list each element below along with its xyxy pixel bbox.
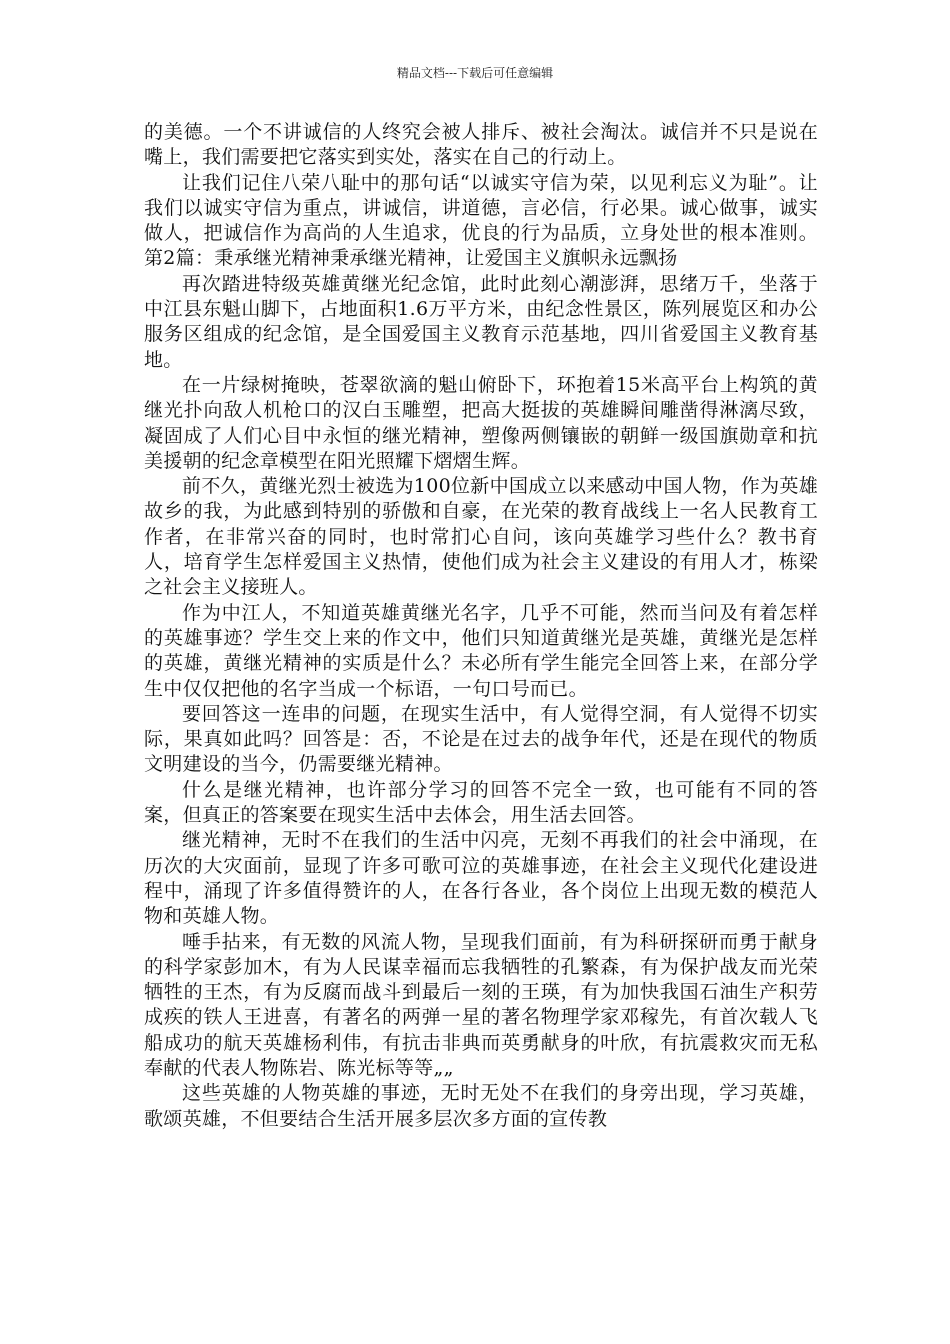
paragraph-3: 再次踏进特级英雄黄继光纪念馆，此时此刻心潮澎湃，思绪万千，坐落于中江县东魁山脚下，占地面积1.6万平方米，由纪念性景区，陈列展览区和办公服务区组成的纪念馆，是全国爱国主义教育示范基地，四川省爱国主义教育基地。: [144, 272, 818, 371]
paragraph-5: 前不久，黄继光烈士被选为100位新中国成立以来感动中国人物，作为英雄故乡的我，为此感到特别的骄傲和自豪，在光荣的教育战线上一名人民教育工作者，在非常兴奋的同时，也时常扪心自问，该向英雄学习些什么？教书育人，培育学生怎样爱国主义热情，使他们成为社会主义建设的有用人才，栋梁之社会主义接班人。: [144, 475, 818, 599]
paragraph-9: 继光精神，无时不在我们的生活中闪亮，无刻不再我们的社会中涌现，在历次的大灾面前，显现了许多可歌可泣的英雄事迹，在社会主义现代化建设进程中，涌现了许多值得赞许的人，在各行各业，各个岗位上出现无数的模范人物和英雄人物。: [144, 829, 818, 928]
paragraph-6: 作为中江人，不知道英雄黄继光名字，几乎不可能，然而当问及有着怎样的英雄事迹？学生交上来的作文中，他们只知道黄继光是英雄，黄继光是怎样的英雄，黄继光精神的实质是什么？未必所有学生能完全回答上来，在部分学生中仅仅把他的名字当成一个标语，一句口号而已。: [144, 601, 818, 700]
paragraph-8: 什么是继光精神，也许部分学习的回答不完全一致，也可能有不同的答案，但真正的答案要在现实生活中去体会，用生活去回答。: [144, 778, 818, 827]
paragraph-1: 的美德。一个不讲诚信的人终究会被人排斥、被社会淘汰。诚信并不只是说在嘴上，我们需要把它落实到实处，落实在自己的行动上。: [144, 121, 818, 169]
paragraph-7: 要回答这一连串的问题，在现实生活中，有人觉得空洞，有人觉得不切实际，果真如此吗？回答是：否，不论是在过去的战争年代，还是在现代的物质文明建设的当今，仍需要继光精神。: [144, 702, 818, 776]
paragraph-11: 这些英雄的人物英雄的事迹，无时无处不在我们的身旁出现，学习英雄，歌颂英雄，不但要结合生活开展多层次多方面的宣传教: [144, 1082, 818, 1130]
paragraph-2: 让我们记住八荣八耻中的那句话“以诚实守信为荣，以见利忘义为耻”。让我们以诚实守信为重点，讲诚信，讲道德，言必信，行必果。诚心做事，诚实做人，把诚信作为高尚的人生追求，优良的行为品质，立身处世的根本准则。第2篇：秉承继光精神秉承继光精神，让爱国主义旗帜永远飘扬: [144, 171, 818, 270]
document-body: [144, 120, 818, 1132]
paragraph-4: 在一片绿树掩映，苍翠欲滴的魁山俯卧下，环抱着15米高平台上构筑的黄继光扑向敌人机枪口的汉白玉雕塑，把高大挺拔的英雄瞬间雕凿得淋漓尽致，凝固成了人们心目中永恒的继光精神，塑像两侧镶嵌的朝鲜一级国旗勋章和抗美援朝的纪念章模型在阳光照耀下熠熠生辉。: [144, 373, 818, 472]
paragraph-10: 唾手拈来，有无数的风流人物，呈现我们面前，有为科研探研而勇于献身的科学家彭加木，有为人民谋幸福而忘我牺牲的孔繁森，有为保护战友而光荣牺牲的王杰，有为反腐而战斗到最后一刻的王瑛，有为加快我国石油生产积劳成疾的铁人王进喜，有著名的两弹一星的著名物理学家邓稼先，有首次载人飞船成功的航天英雄杨利伟，有抗击非典而英勇献身的叶欣，有抗震救灾而无私奉献的代表人物陈岩、陈光标等等„„: [144, 930, 818, 1079]
page-header: 精品文档---下载后可任意编辑: [396, 66, 554, 80]
